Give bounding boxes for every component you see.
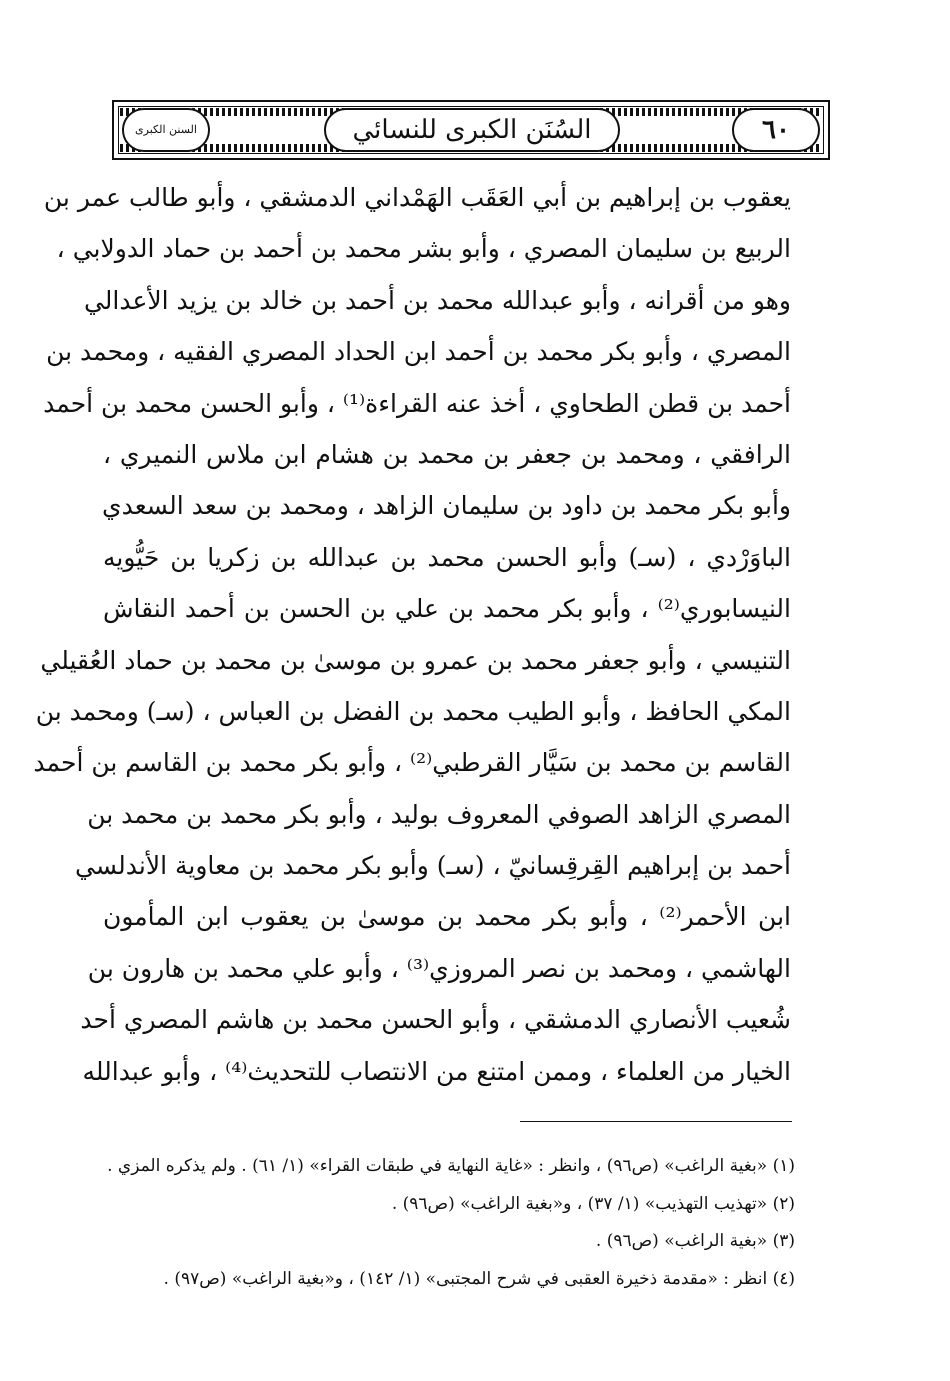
text-line: وهو من أقرانه ، وأبو عبدالله محمد بن أحمد بن خالد بن يزيد الأعدالي (83, 285, 791, 315)
text-line: المكي الحافظ ، وأبو الطيب محمد بن الفضل بن العباس ، (سـ) ومحمد بن (35, 696, 791, 726)
page-header (112, 100, 830, 160)
text-line: الخيار من العلماء ، وممن امتنع من الانتصاب للتحديث⁽⁴⁾ ، وأبو عبدالله (82, 1056, 791, 1086)
text-line: النيسابوري⁽²⁾ ، وأبو بكر محمد بن علي بن الحسن بن أحمد النقاش (103, 594, 791, 624)
text-line: ابن الأحمر⁽²⁾ ، وأبو بكر محمد بن موسىٰ بن يعقوب ابن المأمون (103, 902, 791, 932)
text-line: الهاشمي ، ومحمد بن نصر المروزي⁽³⁾ ، وأبو علي محمد بن هارون بن (87, 953, 791, 983)
text-line: أحمد بن قطن الطحاوي ، أخذ عنه القراءة⁽¹⁾ ، وأبو الحسن محمد بن أحمد (43, 388, 791, 418)
text-line: المصري الزاهد الصوفي المعروف بوليد ، وأبو بكر محمد بن محمد بن (87, 799, 791, 829)
text-line: الباوَرْدي ، (سـ) وأبو الحسن محمد بن عبدالله بن زكريا بن حَيُّويه (103, 542, 791, 572)
text-line: الرافقي ، ومحمد بن جعفر بن محمد بن هشام ابن ملاس النميري ، (103, 439, 791, 469)
footnotes (107, 1148, 795, 1298)
page-number: ٦٠ (762, 115, 790, 145)
main-text (33, 172, 791, 1097)
footnote-2: (٢) «تهذيب التهذيب» (١/ ٣٧) ، و«بغية الراغب» (ص٩٦) . (391, 1193, 795, 1214)
book-logo-emblem (122, 108, 210, 152)
running-title: السُنَن الكبرى للنسائي (352, 115, 592, 145)
page-number-cartouche (732, 108, 820, 152)
text-line: القاسم بن محمد بن سَيَّار القرطبي⁽²⁾ ، وأبو بكر محمد بن القاسم بن أحمد (33, 748, 791, 778)
text-line: التنيسي ، وأبو جعفر محمد بن عمرو بن موسىٰ بن محمد بن حماد العُقيلي (40, 645, 791, 675)
text-line: الربيع بن سليمان المصري ، وأبو بشر محمد بن أحمد بن حماد الدولابي ، (56, 234, 791, 264)
footnote-4: (٤) انظر : «مقدمة ذخيرة العقبى في شرح المجتبى» (١/ ١٤٢) ، و«بغية الراغب» (ص٩٧) . (163, 1268, 795, 1289)
text-line: شُعيب الأنصاري الدمشقي ، وأبو الحسن محمد بن هاشم المصري أحد (80, 1005, 791, 1035)
footnote-1: (١) «بغية الراغب» (ص٩٦) ، وانظر : «غاية النهاية في طبقات القراء» (١/ ٦١) . ولم يذكره المزي . (107, 1156, 795, 1176)
footnote-separator (520, 1121, 792, 1122)
text-line: وأبو بكر محمد بن داود بن سليمان الزاهد ، ومحمد بن سعد السعدي (102, 491, 791, 521)
book-logo-text: السنن الكبرى (135, 123, 197, 136)
text-line: أحمد بن إبراهيم القِرقِسانيّ ، (سـ) وأبو بكر محمد بن معاوية الأندلسي (75, 851, 791, 881)
text-line: يعقوب بن إبراهيم بن أبي العَقَب الهَمْداني الدمشقي ، وأبو طالب عمر بن (43, 183, 791, 212)
footnote-3: (٣) «بغية الراغب» (ص٩٦) . (595, 1231, 795, 1251)
title-cartouche (324, 108, 620, 152)
text-line: المصري ، وأبو بكر محمد بن أحمد ابن الحداد المصري الفقيه ، ومحمد بن (46, 337, 791, 367)
